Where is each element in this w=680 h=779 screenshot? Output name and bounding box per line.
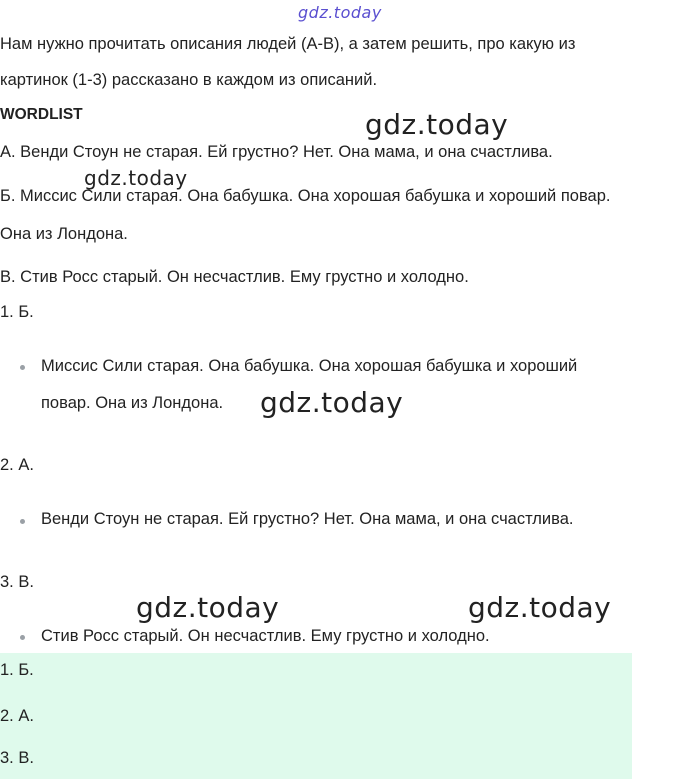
match-label-3: 3. В. [0,573,34,591]
match-label-1: 1. Б. [0,303,34,321]
answer-line-2: 2. А. [0,707,34,725]
watermark: gdz.today [365,108,509,141]
watermark: gdz.today [260,386,404,419]
watermark: gdz.today [468,591,612,624]
match-text-1-line-2: повар. Она из Лондона. [41,394,224,412]
watermark: gdz.today [136,591,280,624]
bullet-icon [20,519,25,524]
answer-line-1: 1. Б. [0,661,34,679]
bullet-icon [20,365,25,370]
answer-box [0,653,632,779]
watermark: gdz.today [84,166,188,190]
bullet-icon [20,635,25,640]
intro-line-1: Нам нужно прочитать описания людей (А-В), а затем решить, про какую из [0,35,576,53]
match-text-3: Стив Росс старый. Он несчастлив. Ему грустно и холодно. [41,627,490,645]
match-text-2: Венди Стоун не старая. Ей грустно? Нет. Она мама, и она счастлива. [41,510,574,528]
watermark-top: gdz.today [298,3,382,22]
description-b-line-2: Она из Лондона. [0,225,128,243]
description-a: А. Венди Стоун не старая. Ей грустно? Нет. Она мама, и она счастлива. [0,143,553,161]
wordlist-heading: WORDLIST [0,106,83,123]
intro-line-2: картинок (1-3) рассказано в каждом из описаний. [0,71,378,89]
match-label-2: 2. А. [0,456,34,474]
description-b-line-1: Б. Миссис Сили старая. Она бабушка. Она хорошая бабушка и хороший повар. [0,187,611,205]
answer-line-3: 3. В. [0,749,34,767]
match-text-1-line-1: Миссис Сили старая. Она бабушка. Она хорошая бабушка и хороший [41,357,578,375]
description-c: В. Стив Росс старый. Он несчастлив. Ему грустно и холодно. [0,268,469,286]
